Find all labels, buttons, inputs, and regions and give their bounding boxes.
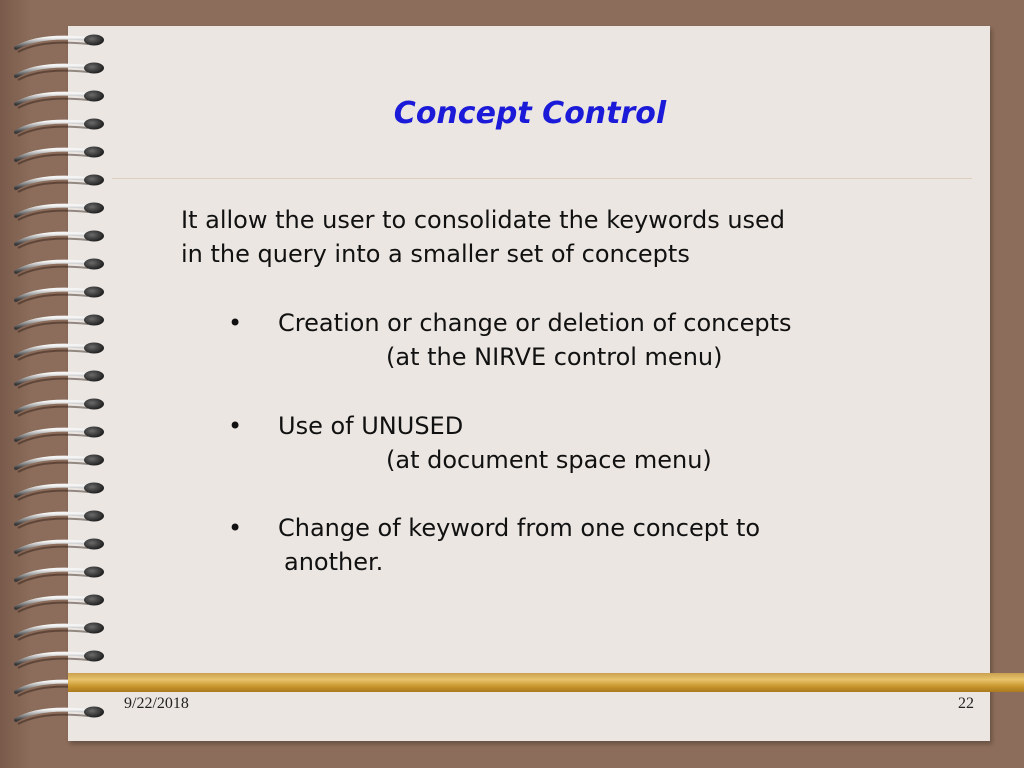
bullet-item-change-keyword [228,511,760,579]
spiral-ring [16,427,104,445]
spiral-ring [16,315,104,333]
spiral-ring [16,707,104,725]
spiral-ring [16,651,104,669]
intro-line: in the query into a smaller set of concepts [181,240,690,268]
spiral-ring [16,343,104,361]
spiral-ring [16,595,104,613]
intro-paragraph [181,203,785,271]
bullet-text: Creation or change or deletion of concepts [278,309,792,337]
spiral-ring [16,91,104,109]
page-number: 22 [958,695,974,712]
footer-bar [68,673,1024,692]
spiral-ring [16,259,104,277]
bullet-subtext: (at the NIRVE control menu) [386,343,723,371]
notebook-page [68,26,990,741]
bullet-text: Use of UNUSED [278,412,464,440]
spiral-ring [16,511,104,529]
spiral-ring [16,203,104,221]
spiral-ring [16,287,104,305]
bullet-continuation: another. [284,548,384,576]
bullet-icon: • [228,309,243,337]
spiral-ring [16,623,104,641]
bullet-subtext: (at document space menu) [386,446,712,474]
spiral-ring [16,399,104,417]
spiral-ring [16,483,104,501]
intro-line: It allow the user to consolidate the keywords used [181,206,786,234]
bullet-item-creation [228,306,791,374]
bullet-icon: • [228,514,243,542]
spiral-ring [16,63,104,81]
title-divider [112,178,972,179]
spiral-ring [16,147,104,165]
bullet-icon: • [228,412,243,440]
spiral-ring [16,35,104,53]
bullet-text: Change of keyword from one concept to [278,514,761,542]
spiral-ring [16,539,104,557]
spiral-ring [16,231,104,249]
spiral-binding [0,0,120,768]
spiral-ring [16,371,104,389]
footer-date: 9/22/2018 [124,695,189,712]
spiral-ring [16,567,104,585]
slide-title: Concept Control [393,96,667,131]
spiral-ring [16,119,104,137]
spiral-ring [16,175,104,193]
spiral-ring [16,455,104,473]
bullet-item-unused [228,409,712,477]
